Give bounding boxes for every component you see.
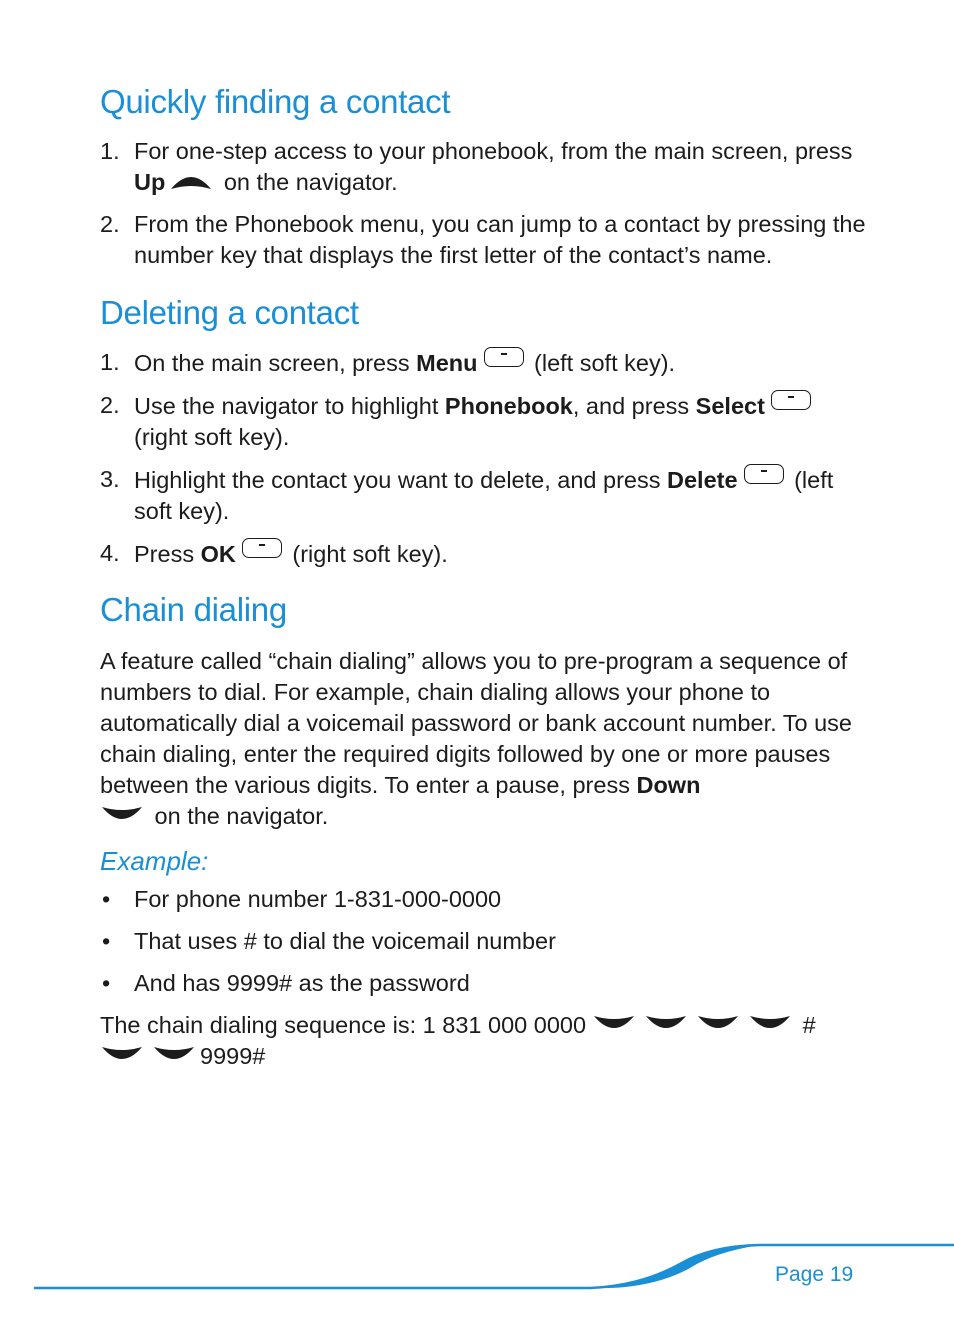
step-text: For one-step access to your phonebook, from the main screen, press <box>134 138 853 164</box>
key-name-down: Down <box>636 772 701 798</box>
step-number: 2. <box>100 392 120 418</box>
bullet-marker: • <box>102 886 111 912</box>
chain-dialing-description <box>100 646 870 832</box>
soft-key-icon <box>771 390 811 410</box>
example-bullets <box>100 884 870 999</box>
soft-key-icon <box>484 347 524 367</box>
key-name-ok: OK <box>200 541 236 567</box>
delete-contact-steps <box>100 347 870 570</box>
step-number: 4. <box>100 540 120 566</box>
step-text: on the navigator. <box>217 169 398 195</box>
step-number: 2. <box>100 211 120 237</box>
sequence-text: The chain dialing sequence is: 1 831 000 0000 <box>100 1012 587 1038</box>
list-item <box>100 347 870 379</box>
list-item <box>100 464 870 527</box>
navigator-down-icon <box>152 1045 196 1065</box>
step-text: (right soft key). <box>285 541 448 567</box>
soft-key-icon <box>242 538 282 558</box>
bullet-text: For phone number 1-831-000-0000 <box>134 886 502 912</box>
list-item <box>100 538 870 570</box>
paragraph-text: A feature called “chain dialing” allows you to pre-program a sequence of numbers to dial. For example, chain dialing allows your phone to automatically dial a voicemail password or bank account number. To use chain dialing, enter the required digits followed by one or more pauses between the various digits. To enter a pause, press <box>100 648 852 798</box>
bullet-marker: • <box>102 970 111 996</box>
navigator-up-icon <box>169 171 213 191</box>
section-title-delete-contact: Deleting a contact <box>100 294 359 331</box>
key-name-select: Select <box>695 393 765 419</box>
page-content <box>100 80 870 1072</box>
key-name-menu: Menu <box>416 350 478 376</box>
step-text: Press <box>134 541 201 567</box>
list-item <box>100 209 870 271</box>
step-number: 1. <box>100 138 120 164</box>
navigator-down-icon <box>696 1014 740 1034</box>
step-text: Use the navigator to highlight <box>134 393 445 419</box>
bullet-text: That uses # to dial the voicemail number <box>134 928 556 954</box>
quick-find-steps <box>100 136 870 271</box>
bullet-marker: • <box>102 928 111 954</box>
paragraph-text: on the navigator. <box>148 803 329 829</box>
example-label: Example: <box>100 846 209 876</box>
navigator-down-icon <box>748 1014 792 1034</box>
step-text: , and press <box>572 393 696 419</box>
navigator-down-icon <box>100 805 144 825</box>
step-text: On the main screen, press <box>134 350 417 376</box>
list-item <box>100 968 870 999</box>
chain-dialing-sequence <box>100 1010 870 1072</box>
list-item <box>100 390 870 453</box>
step-number: 3. <box>100 466 120 492</box>
navigator-down-icon <box>592 1014 636 1034</box>
section-title-quick-find: Quickly finding a contact <box>100 83 451 120</box>
navigator-down-icon <box>100 1045 144 1065</box>
step-text: (right soft key). <box>134 424 290 450</box>
step-text: From the Phonebook menu, you can jump to a contact by pressing the number key that displays the first letter of the contact’s name. <box>134 211 866 268</box>
step-text: (left soft key). <box>134 467 834 524</box>
bullet-text: And has 9999# as the password <box>134 970 470 996</box>
sequence-text: # <box>802 1012 816 1038</box>
step-text: Highlight the contact you want to delete, and press <box>134 467 667 493</box>
section-title-chain-dialing: Chain dialing <box>100 591 287 628</box>
menu-name-phonebook: Phonebook <box>444 393 573 419</box>
step-text: (left soft key). <box>527 350 676 376</box>
soft-key-icon <box>744 464 784 484</box>
key-name-up: Up <box>134 169 166 195</box>
key-name-delete: Delete <box>667 467 738 493</box>
list-item <box>100 136 870 198</box>
list-item <box>100 884 870 915</box>
navigator-down-icon <box>644 1014 688 1034</box>
step-number: 1. <box>100 349 120 375</box>
sequence-text: 9999# <box>200 1043 266 1069</box>
list-item <box>100 926 870 957</box>
page-number: Page 19 <box>775 1263 854 1286</box>
